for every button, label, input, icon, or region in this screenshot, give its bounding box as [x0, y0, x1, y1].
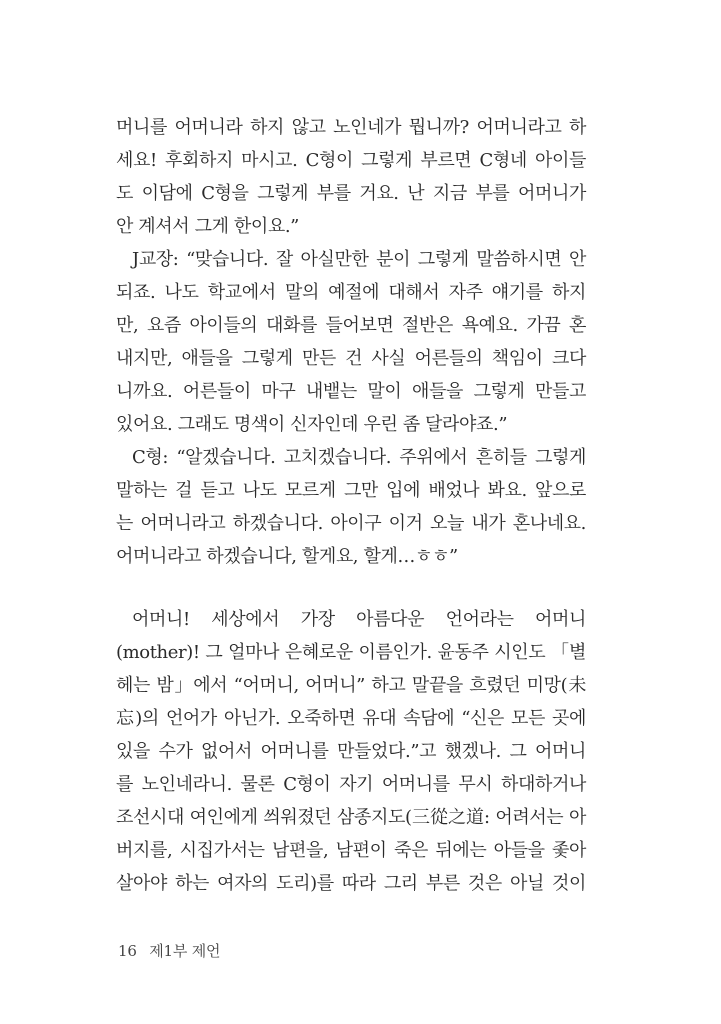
text-line: 조선시대 여인에게 씌워졌던 삼종지도(三從之道: 어려서는 아 — [116, 807, 586, 828]
paragraph — [116, 603, 586, 900]
text-line: 머니를 어머니라 하지 않고 노인네가 뭡니까? 어머니라고 하 — [116, 117, 586, 138]
text-line: 니까요. 어른들이 마구 내뱉는 말이 애들을 그렇게 만들고 — [116, 381, 586, 402]
page-number: 16 — [118, 942, 137, 960]
text-line: 되죠. 나도 학교에서 말의 예절에 대해서 자주 얘기를 하지 — [116, 282, 586, 303]
running-footer-title: 제1부 제언 — [149, 942, 221, 960]
text-line: 도 이담에 C형을 그렇게 부를 거요. 난 지금 부를 어머니가 — [116, 183, 586, 204]
text-line: 어머니라고 하겠습니다, 할게요, 할게…ㅎㅎ” — [116, 546, 458, 567]
text-line: 있을 수가 없어서 어머니를 만들었다.”고 했겠나. 그 어머니 — [116, 741, 586, 762]
text-line: 안 계셔서 그게 한이요.” — [116, 216, 299, 237]
text-line: 살아야 하는 여자의 도리)를 따라 그리 부른 것은 아닐 것이 — [116, 873, 586, 894]
text-line: 를 노인네라니. 물론 C형이 자기 어머니를 무시 하대하거나 — [116, 774, 586, 795]
text-line: 헤는 밤」에서 “어머니, 어머니” 하고 말끝을 흐렸던 미망(未 — [116, 675, 586, 696]
page-footer — [118, 940, 220, 961]
text-line: 忘)의 언어가 아닌가. 오죽하면 유대 속담에 “신은 모든 곳에 — [116, 708, 586, 729]
text-line: J교장: “맞습니다. 잘 아실만한 분이 그렇게 말씀하시면 안 — [132, 249, 586, 270]
text-line: 말하는 걸 듣고 나도 모르게 그만 입에 배었나 봐요. 앞으로 — [116, 480, 586, 501]
text-line: 는 어머니라고 하겠습니다. 아이구 이거 오늘 내가 혼나네요. — [116, 513, 586, 534]
paragraph-spacer — [116, 573, 586, 603]
text-line: 만, 요즘 아이들의 대화를 들어보면 절반은 욕예요. 가끔 혼 — [116, 315, 586, 336]
paragraph — [116, 243, 586, 441]
body-text — [116, 111, 586, 900]
paragraph — [116, 111, 586, 243]
text-line: 어머니! 세상에서 가장 아름다운 언어라는 어머니 — [132, 609, 586, 630]
text-line: (mother)! 그 얼마나 은혜로운 이름인가. 윤동주 시인도 「별 — [116, 642, 586, 663]
text-line: C형: “알겠습니다. 고치겠습니다. 주위에서 흔히들 그렇게 — [132, 447, 586, 468]
text-line: 내지만, 애들을 그렇게 만든 건 사실 어른들의 책임이 크다 — [116, 348, 586, 369]
text-line: 버지를, 시집가서는 남편을, 남편이 죽은 뒤에는 아들을 좇아 — [116, 840, 586, 861]
paragraph — [116, 441, 586, 573]
text-line: 있어요. 그래도 명색이 신자인데 우린 좀 달라야죠.” — [116, 414, 508, 435]
text-line: 세요! 후회하지 마시고. C형이 그렇게 부르면 C형네 아이들 — [116, 150, 586, 171]
